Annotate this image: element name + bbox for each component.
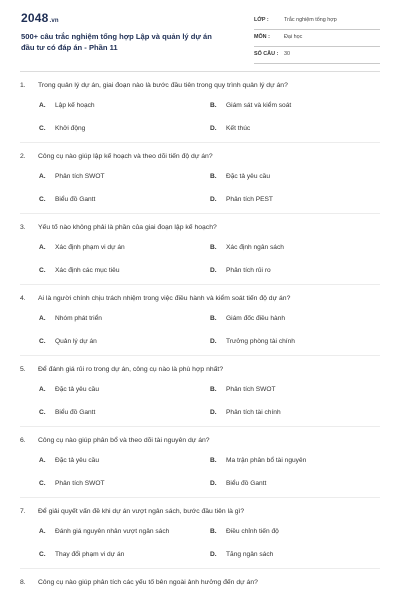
option-c[interactable] [39,409,95,416]
option-text: Ma trận phân bổ tài nguyên [226,457,307,464]
option-text: Quản lý dự án [55,338,97,345]
option-text: Đặc tả yêu cầu [55,386,99,393]
option-d[interactable] [210,196,273,203]
option-letter: C. [39,196,46,203]
meta-lop-label: LỚP : [254,17,269,23]
option-c[interactable] [39,480,104,487]
option-d[interactable] [210,125,250,132]
question-line [20,293,380,307]
option-text: Phân tích tài chính [226,409,281,416]
option-a[interactable] [39,386,99,393]
logo-suffix: .vn [49,18,59,24]
question-number: 2. [20,153,26,160]
option-letter: A. [39,244,46,251]
option-b[interactable] [210,244,284,251]
meta-row-lop [254,13,380,30]
option-text: Biểu đồ Gantt [226,480,267,487]
option-b[interactable] [210,528,279,535]
meta-table [254,13,380,64]
question-text: Trong quản lý dự án, giai đoạn nào là bước đầu tiên trong quy trình quản lý dự án? [38,82,288,89]
option-letter: B. [210,244,217,251]
option-letter: B. [210,315,217,322]
option-text: Nhóm phát triển [55,315,102,322]
option-b[interactable] [210,315,285,322]
question-text: Ai là người chính chịu trách nhiệm trong việc điều hành và kiểm soát tiến độ dự án? [38,295,291,302]
question-divider [20,213,380,214]
question-3 [20,222,380,274]
question-line [20,435,380,449]
option-text: Lập kế hoạch [55,102,95,109]
question-5 [20,364,380,416]
option-letter: A. [39,457,46,464]
option-letter: C. [39,125,46,132]
option-text: Phân tích PEST [226,196,273,203]
question-line [20,364,380,378]
option-letter: D. [210,196,217,203]
header-divider [20,71,380,72]
option-c[interactable] [39,125,85,132]
question-text: Để đánh giá rủi ro trong dự án, công cụ nào là phù hợp nhất? [38,366,224,373]
option-letter: A. [39,528,46,535]
option-b[interactable] [210,386,275,393]
option-text: Điều chỉnh tiến độ [226,528,279,535]
question-divider [20,568,380,569]
option-b[interactable] [210,457,306,464]
option-d[interactable] [210,480,266,487]
option-letter: D. [210,480,217,487]
option-letter: B. [210,102,217,109]
question-divider [20,497,380,498]
option-letter: A. [39,315,46,322]
question-text: Công cụ nào giúp lập kế hoạch và theo dõi tiến độ dự án? [38,153,213,160]
option-letter: C. [39,409,46,416]
question-text: Để giải quyết vấn đề khi dự án vượt ngân sách, bước đầu tiên là gì? [38,508,245,515]
question-8 [20,577,380,591]
option-a[interactable] [39,528,169,535]
question-number: 6. [20,437,26,444]
option-d[interactable] [210,338,295,345]
option-letter: A. [39,102,46,109]
question-7 [20,506,380,558]
option-text: Đặc tả yêu cầu [226,173,270,180]
question-1 [20,80,380,132]
meta-lop-value: Trắc nghiệm tổng hợp [284,17,337,23]
question-2 [20,151,380,203]
option-letter: B. [210,386,217,393]
question-number: 8. [20,579,26,586]
question-6 [20,435,380,487]
option-text: Xác định các mục tiêu [55,267,120,274]
option-text: Phân tích SWOT [55,173,105,180]
option-text: Đặc tả yêu cầu [55,457,99,464]
option-letter: C. [39,480,46,487]
option-c[interactable] [39,551,124,558]
option-a[interactable] [39,173,104,180]
question-line [20,80,380,94]
option-text: Đánh giá nguyên nhân vượt ngân sách [55,528,170,535]
question-number: 3. [20,224,26,231]
question-text: Công cụ nào giúp phân tích các yếu tố bên ngoài ảnh hưởng đến dự án? [38,579,258,586]
option-a[interactable] [39,102,95,109]
option-d[interactable] [210,267,271,274]
question-text: Công cụ nào giúp phân bổ và theo dõi tài nguyên dự án? [38,437,210,444]
question-line [20,506,380,520]
option-a[interactable] [39,244,125,251]
option-letter: B. [210,528,217,535]
option-a[interactable] [39,457,99,464]
header [0,0,400,70]
question-4 [20,293,380,345]
meta-socau-label: SỐ CÂU : [254,51,279,57]
option-text: Biểu đồ Gantt [55,196,96,203]
meta-row-mon [254,30,380,47]
option-letter: D. [210,125,217,132]
option-letter: D. [210,267,217,274]
option-letter: D. [210,338,217,345]
option-d[interactable] [210,551,273,558]
option-text: Phân tích rủi ro [226,267,271,274]
question-text: Yếu tố nào không phải là phần của giai đoạn lập kế hoạch? [38,224,217,231]
option-letter: C. [39,551,46,558]
option-text: Xác định ngân sách [226,244,284,251]
question-number: 7. [20,508,26,515]
site-logo[interactable] [21,11,59,25]
meta-socau-value: 30 [284,51,290,57]
option-a[interactable] [39,315,102,322]
option-text: Biểu đồ Gantt [55,409,96,416]
option-letter: D. [210,551,217,558]
option-letter: B. [210,457,217,464]
option-text: Phân tích SWOT [55,480,105,487]
question-number: 1. [20,82,26,89]
meta-row-socau [254,47,380,64]
question-line [20,151,380,165]
meta-mon-value: Đại học [284,34,303,40]
option-c[interactable] [39,267,120,274]
option-letter: A. [39,386,46,393]
logo-text: 2048 [21,11,49,25]
question-number: 4. [20,295,26,302]
question-divider [20,426,380,427]
option-text: Thay đổi phạm vi dự án [55,551,125,558]
option-text: Giám đốc điều hành [226,315,286,322]
option-letter: D. [210,409,217,416]
meta-mon-label: MÔN : [254,34,270,40]
option-b[interactable] [210,102,291,109]
option-b[interactable] [210,173,270,180]
option-d[interactable] [210,409,281,416]
option-c[interactable] [39,338,97,345]
option-c[interactable] [39,196,95,203]
question-line [20,577,380,591]
option-letter: C. [39,338,46,345]
option-text: Trưởng phòng tài chính [226,338,295,345]
option-text: Phân tích SWOT [226,386,276,393]
option-text: Giám sát và kiểm soát [226,102,292,109]
question-line [20,222,380,236]
question-divider [20,142,380,143]
question-divider [20,355,380,356]
option-text: Xác định phạm vi dự án [55,244,125,251]
question-number: 5. [20,366,26,373]
option-text: Kết thúc [226,125,251,132]
option-letter: A. [39,173,46,180]
option-text: Tăng ngân sách [226,551,274,558]
option-letter: C. [39,267,46,274]
option-letter: B. [210,173,217,180]
page-title: 500+ câu trắc nghiệm tổng hợp Lập và quản lý dự án đầu tư có đáp án - Phần 11 [21,32,212,52]
option-text: Khởi động [55,125,86,132]
question-divider [20,284,380,285]
